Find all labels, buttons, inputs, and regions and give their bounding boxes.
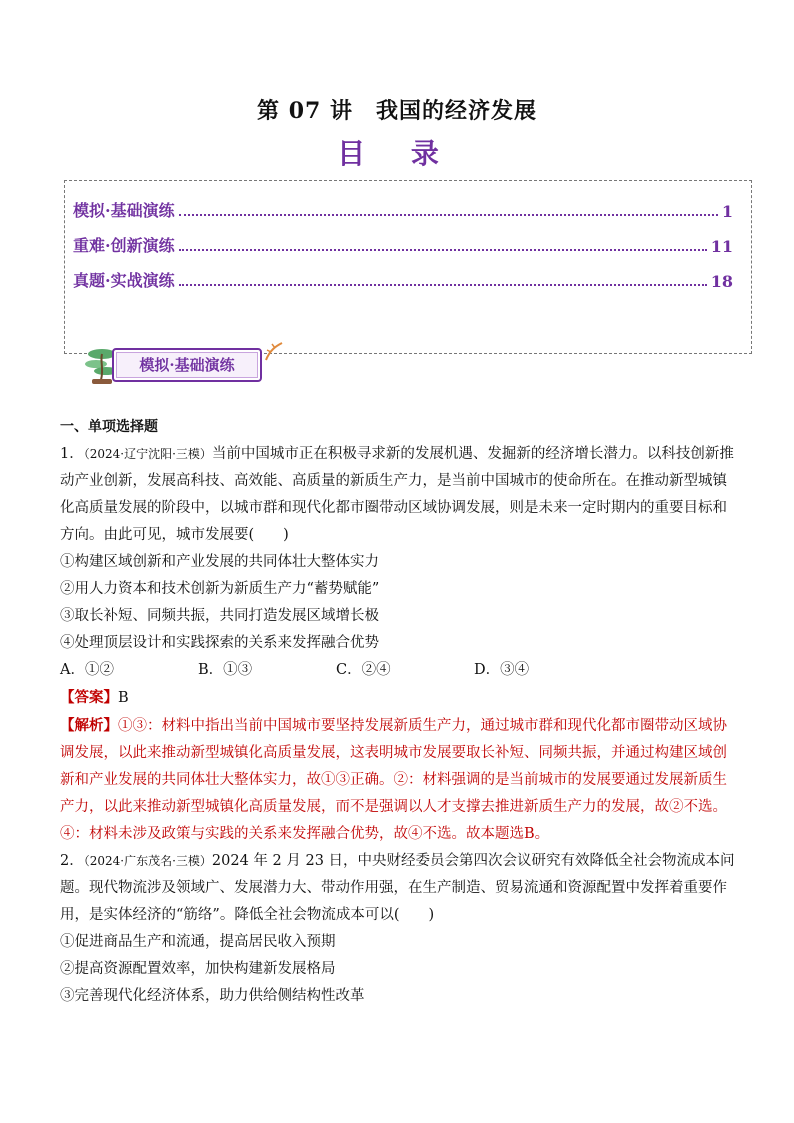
document-title: 第 07 讲 我国的经济发展 xyxy=(257,98,537,124)
toc-entry-page: 11 xyxy=(710,237,733,256)
question-number: 1． xyxy=(60,446,84,462)
question-1-stem xyxy=(60,441,740,549)
question-source: （2024·辽宁沈阳·三模） xyxy=(83,447,212,461)
toc-entry-label: 模拟·基础演练 xyxy=(73,201,175,220)
section-heading: 一、单项选择题 xyxy=(60,419,158,435)
option-c[interactable]: C．②④ xyxy=(336,662,391,678)
section-banner xyxy=(82,340,282,386)
toc-entry-1[interactable] xyxy=(73,197,733,221)
question-1-item-4: ④处理顶层设计和实践探索的关系来发挥融合优势 xyxy=(60,635,379,651)
banner-label: 模拟·基础演练 xyxy=(139,356,235,374)
toc-entry-label: 真题·实战演练 xyxy=(73,271,175,290)
toc-entry-2[interactable] xyxy=(73,232,733,256)
question-2-item-3: ③完善现代化经济体系，助力供给侧结构性改革 xyxy=(60,988,365,1004)
answer-value: B xyxy=(118,690,129,706)
toc-entry-label: 重难·创新演练 xyxy=(73,236,175,255)
toc-leader-dots xyxy=(179,249,707,251)
toc-entry-page: 1 xyxy=(721,202,733,221)
question-number: 2． xyxy=(60,853,84,869)
toc-entry-page: 18 xyxy=(710,272,733,291)
question-text: 当前中国城市正在积极寻求新的发展机遇、发掘新的经济增长潜力。以科技创新推动产业创新，发展高科技、高效能、高质量的新质生产力，是当前中国城市的使命所在。在推动新型城镇化高质量发展的阶段中，以城市群和现代化都市圈带动区域协调发展，则是未来一定时期内的重要目标和方向。由此可见，城市发展要( ) xyxy=(60,446,734,543)
question-2-stem xyxy=(60,848,740,929)
question-1-item-3: ③取长补短、同频共振，共同打造发展区域增长极 xyxy=(60,608,379,624)
question-1-item-1: ①构建区域创新和产业发展的共同体壮大整体实力 xyxy=(60,554,379,570)
option-d[interactable]: D．③④ xyxy=(474,662,530,678)
toc-leader-dots xyxy=(179,284,707,286)
question-2-item-2: ②提高资源配置效率，加快构建新发展格局 xyxy=(60,961,336,977)
question-text: 2024 年 2 月 23 日，中央财经委员会第四次会议研究有效降低全社会物流成本问题。现代物流涉及领域广、发展潜力大、带动作用强，在生产制造、贸易流通和资源配置中发挥着重要作用，是实体经济的“筋络”。降低全社会物流成本可以( ) xyxy=(60,853,735,923)
banner-frame xyxy=(112,348,262,382)
question-1-item-2: ②用人力资本和技术创新为新质生产力“蓄势赋能” xyxy=(60,581,380,597)
option-a[interactable]: A．①② xyxy=(60,662,114,678)
question-2-item-1: ①促进商品生产和流通，提高居民收入预期 xyxy=(60,934,336,950)
question-1-answer xyxy=(60,684,740,712)
toc-entry-3[interactable] xyxy=(73,267,733,291)
question-content xyxy=(60,414,740,1010)
question-1-options xyxy=(60,657,740,684)
leaf-ornament-icon xyxy=(262,340,286,364)
toc-heading: 目 录 xyxy=(337,137,457,170)
option-b[interactable]: B．①③ xyxy=(198,662,253,678)
question-source: （2024·广东茂名·三模） xyxy=(83,854,212,868)
analysis-text: ①③：材料中指出当前中国城市要坚持发展新质生产力，通过城市群和现代化都市圈带动区域协调发展，以此来推动新型城镇化高质量发展，这表明城市发展要取长补短、同频共振，并通过构建区域创新和产业发展的共同体壮大整体实力，故①③正确。②：材料强调的是当前城市的发展要通过发展新质生产力，以此来推动新型城镇化高质量发展，而不是强调以人才支撑去推进新质生产力的发展，故②不选。④：材料未涉及政策与实践的关系来发挥融合优势，故④不选。故本题选B。 xyxy=(60,718,727,842)
table-of-contents xyxy=(64,180,752,354)
question-1-analysis xyxy=(60,712,740,848)
analysis-label: 【解析】 xyxy=(60,717,118,734)
toc-leader-dots xyxy=(179,214,718,216)
answer-label: 【答案】 xyxy=(60,689,118,706)
